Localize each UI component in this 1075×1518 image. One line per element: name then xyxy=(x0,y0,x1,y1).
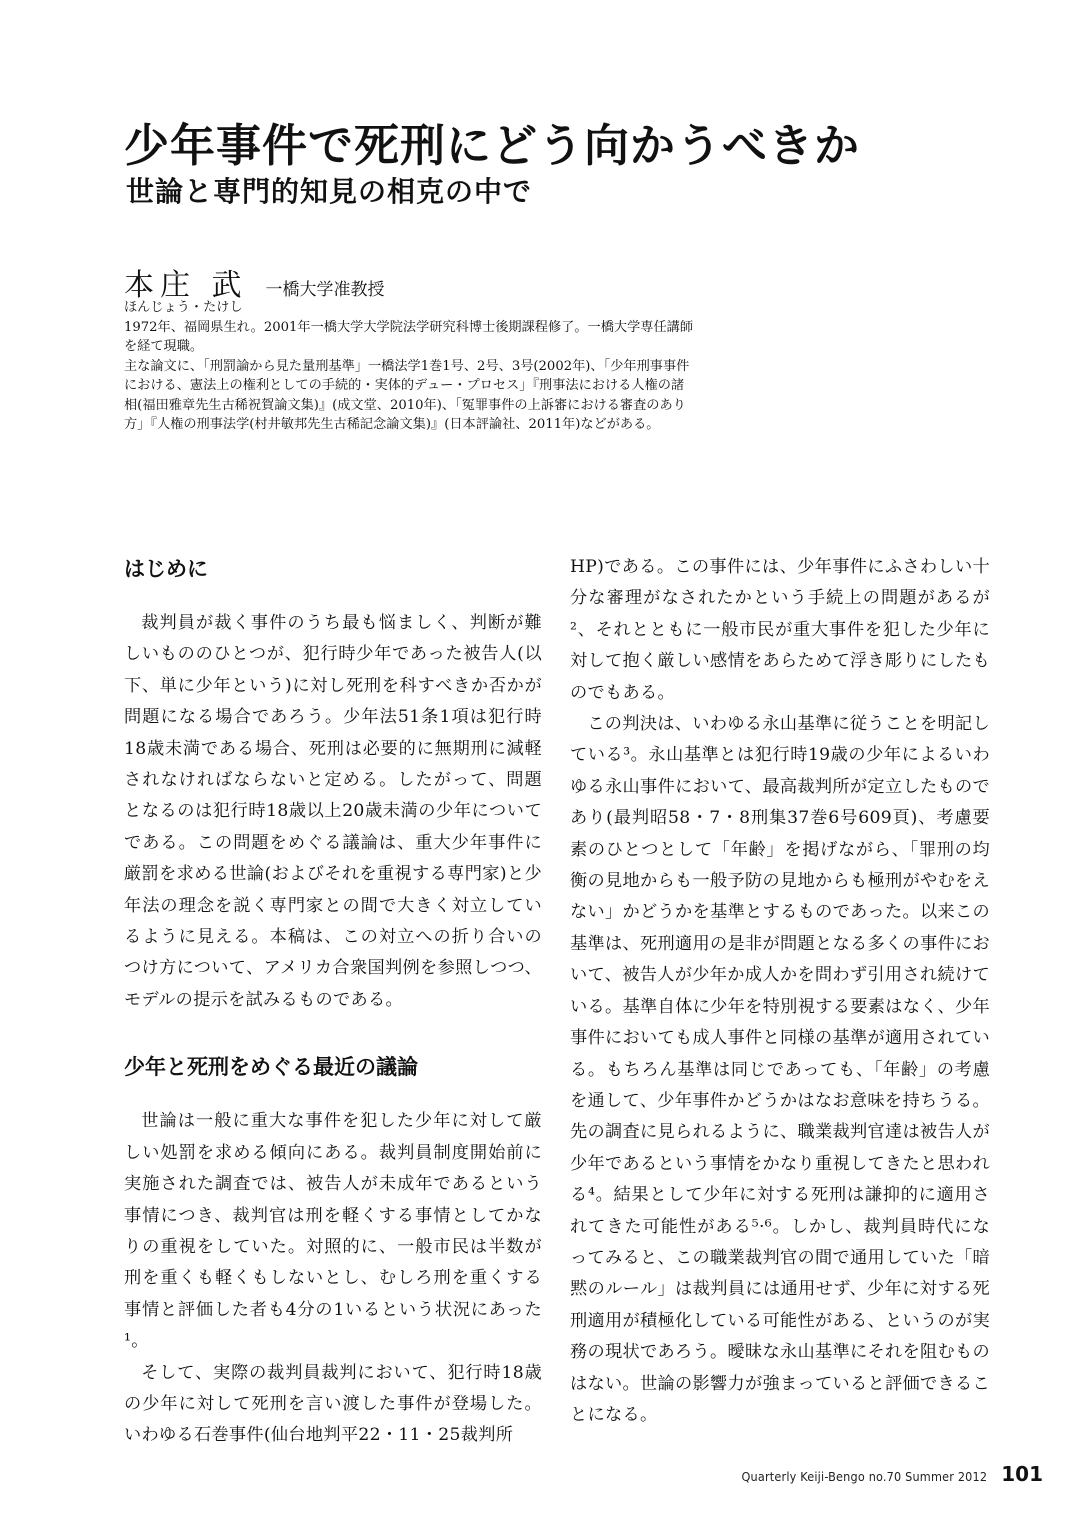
page-number: 101 xyxy=(1001,1462,1043,1486)
page-title: 少年事件で死刑にどう向かうべきか xyxy=(124,119,861,172)
article-column-right xyxy=(570,552,990,1431)
paragraph: この判決は、いわゆる永山基準に従うことを明記している³。永山基準とは犯行時19歳の少年によるいわゆる永山事件において、最高裁判所が定立したものであり(最判昭58・7・8刑集37巻6号609頁)、考慮要素のひとつとして「年齢」を掲げながら、「罪刑の均衡の見地からも一般予防の見地からも極刑がやむをえない」かどうかを基準とするものであった。以来この基準は、死刑適用の是非が問題となる多くの事件において、被告人が少年か成人かを問わず引用され続けている。基準自体に少年を特別視する要素はなく、少年事件においても成人事件と同様の基準が適用されている。もちろん基準は同じであっても、「年齢」の考慮を通して、少年事件かどうかはなお意味を持ちうる。先の調査に見られるように、職業裁判官達は被告人が少年であるという事情をかなり重視してきたと思われる⁴。結果として少年に対する死刑は謙抑的に適用されてきた可能性がある⁵·⁶。しかし、裁判員時代になってみると、この職業裁判官の間で通用していた「暗黙のルール」は裁判員には通用せず、少年に対する死刑適用が積極化している可能性がある、というのが実務の現状であろう。曖昧な永山基準にそれを阻むものはない。世論の影響力が強まっていると評価できることになる。 xyxy=(570,714,990,1425)
article-column-left xyxy=(124,552,542,1452)
section-heading-recent-debate: 少年と死刑をめぐる最近の議論 xyxy=(124,1055,418,1080)
section-heading-intro: はじめに xyxy=(124,557,208,581)
paragraph: 裁判員が裁く事件のうち最も悩ましく、判断が難しいもののひとつが、犯行時少年であった被告人(以下、単に少年という)に対し死刑を科すべきか否かが問題になる場合であろう。少年法51条1項は犯行時18歳未満である場合、死刑は必要的に無期刑に減軽されなければならないと定める。したがって、問題となるのは犯行時18歳以上20歳未満の少年についてである。この問題をめぐる議論は、重大少年事件に厳罰を求める世論(およびそれを重視する専門家)と少年法の理念を説く専門家との間で大きく対立しているように見える。本稿は、この対立への折り合いのつけ方について、アメリカ合衆国判例を参照しつつ、モデルの提示を試みるものである。 xyxy=(124,613,542,1010)
author-bio-publications: 主な論文に、「刑罰論から見た量刑基準」一橋法学1巻1号、2号、3号(2002年)、「少年刑事事件における、憲法上の権利としての手続的・実体的デュー・プロセス」『刑事法における人権の諸相(福田雅章先生古稀祝賀論文集)』(成文堂、2010年)、「冤罪事件の上訴審における審査のあり方」『人権の刑事法学(村井敏邦先生古稀記念論文集)』(日本評論社、2011年)などがある。 xyxy=(124,358,690,432)
author-bio xyxy=(124,298,694,435)
page-footer xyxy=(742,1462,1044,1486)
author-bio-career: 1972年、福岡県生れ。2001年一橋大学大学院法学研究科博士後期課程修了。一橋大学専任講師を経て現職。 xyxy=(124,319,694,354)
page-subtitle: 世論と専門的知見の相克の中で xyxy=(126,175,533,208)
author-affiliation: 一橋大学准教授 xyxy=(265,280,385,300)
author-name: 本庄 武 xyxy=(124,268,248,303)
paragraph: そして、実際の裁判員裁判において、犯行時18歳の少年に対して死刑を言い渡した事件が登場した。いわゆる石巻事件(仙台地判平22・11・25裁判所 xyxy=(124,1362,542,1446)
author-reading: ほんじょう・たけし xyxy=(124,300,243,315)
paragraph: 世論は一般に重大な事件を犯した少年に対して厳しい処罰を求める傾向にある。裁判員制度開始前に実施された調査では、被告人が未成年であるという事情につき、裁判官は刑を軽くする事情としてかなりの重視をしていた。対照的に、一般市民は半数が刑を重くも軽くもしないとし、むしろ刑を重くする事情と評価した者も4分の1いるという状況にあった¹。 xyxy=(124,1111,542,1352)
paragraph: HP)である。この事件には、少年事件にふさわしい十分な審理がなされたかという手続上の問題があるが²、それとともに一般市民が重大事件を犯した少年に対して抱く厳しい感情をあらためて浮き彫りにしたものでもある。 xyxy=(570,557,990,703)
journal-name: Quarterly Keiji-Bengo no.70 Summer 2012 xyxy=(741,1469,988,1484)
